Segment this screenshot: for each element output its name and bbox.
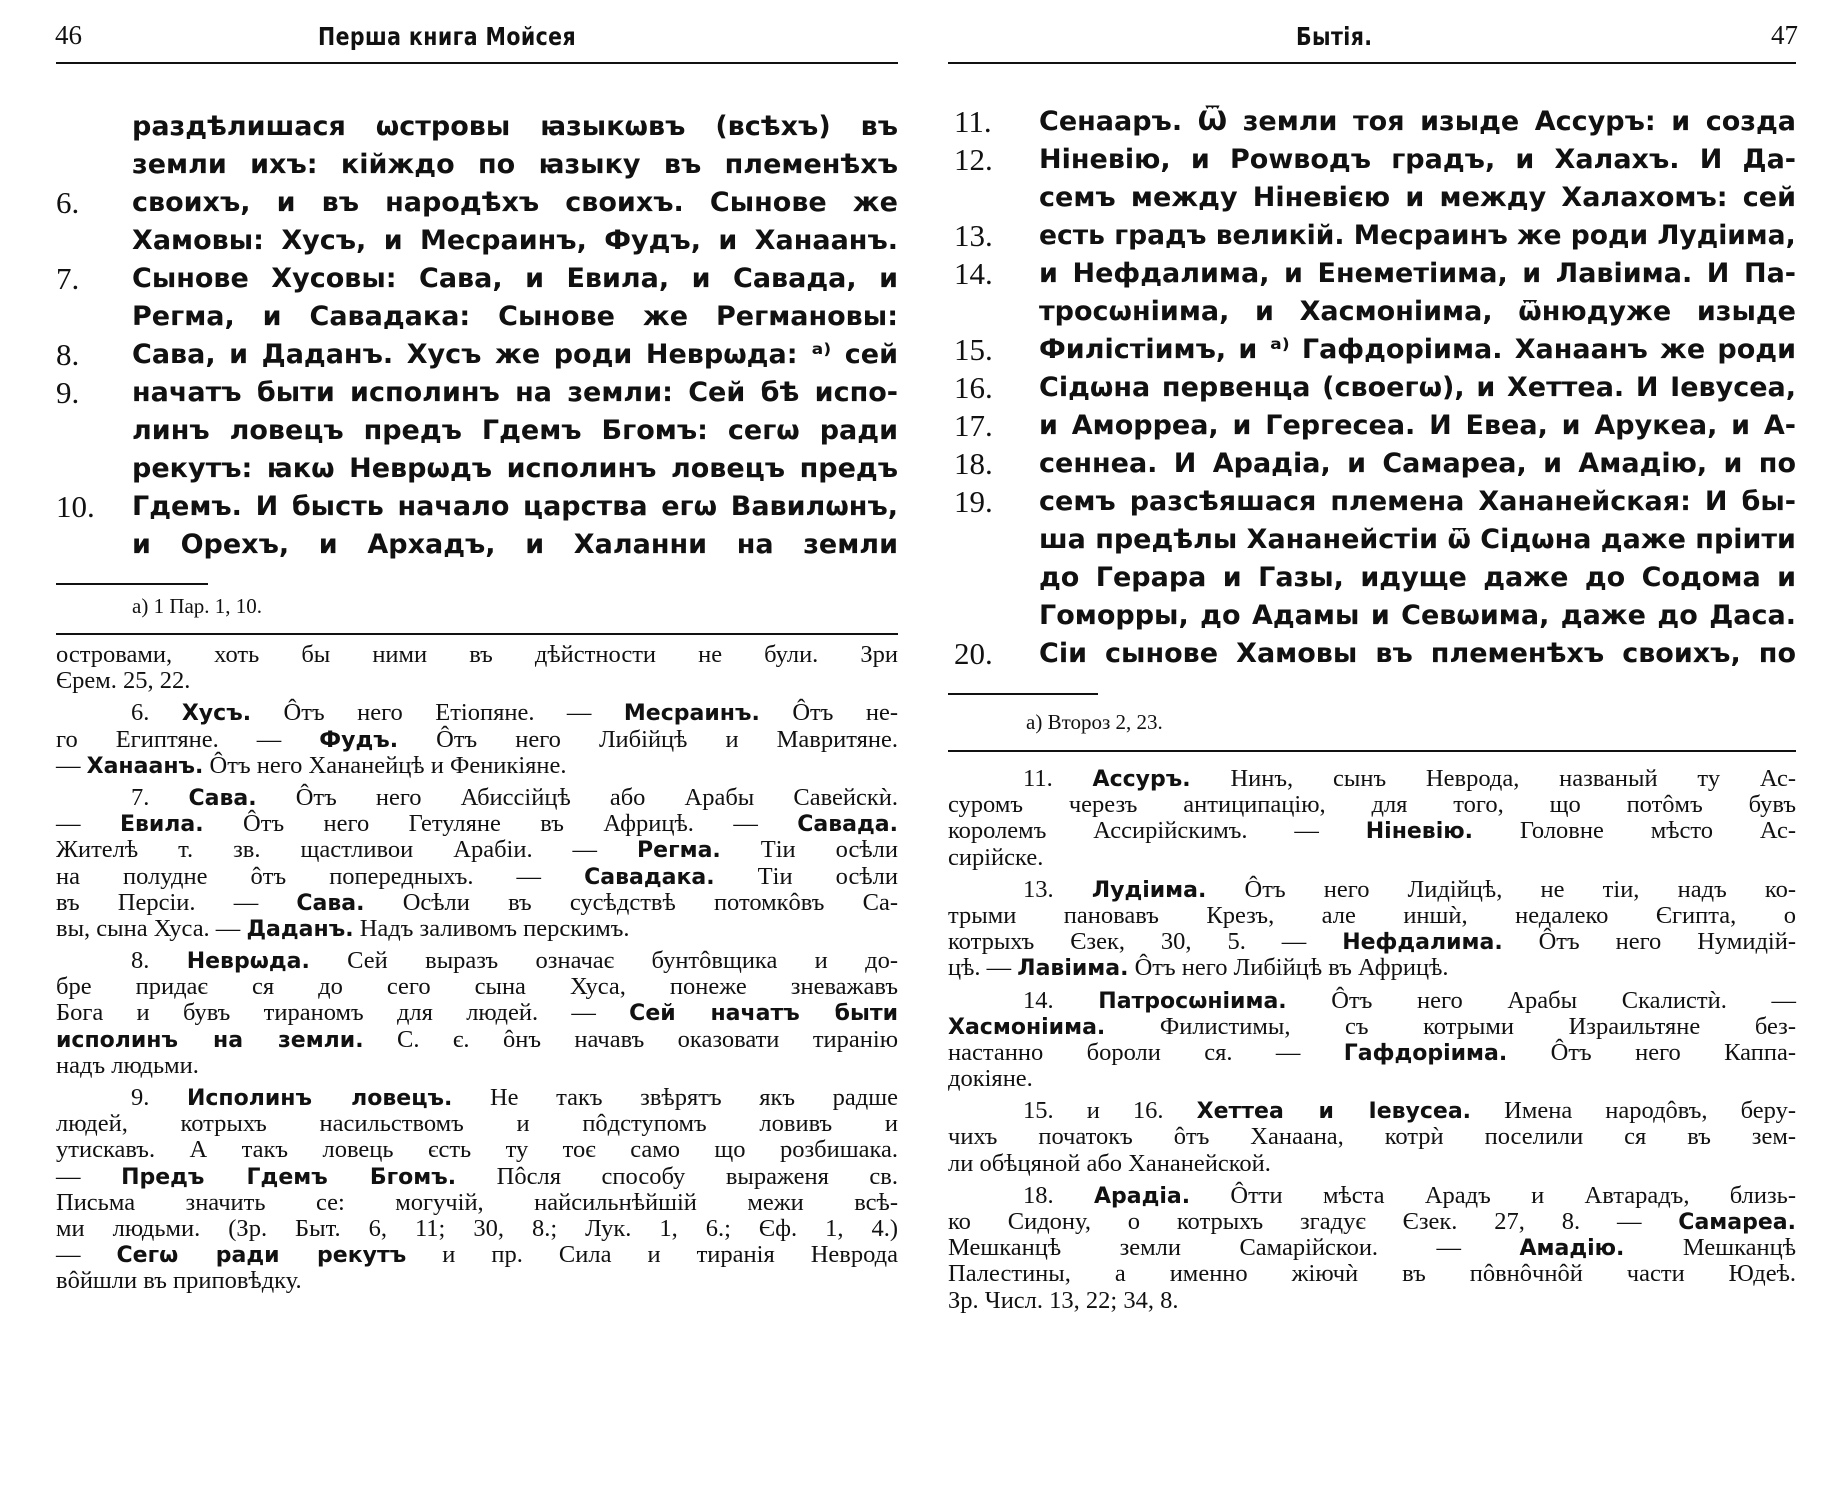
verse-number: 15.: [954, 332, 993, 367]
header-rule: [948, 62, 1796, 64]
commentary-text: котрыхъ Єзек, 30, 5. —: [948, 928, 1343, 956]
verse-number: 8.: [56, 337, 80, 372]
verse-line: [954, 445, 1796, 483]
verse-line: [954, 635, 1796, 673]
verse-number: 13.: [954, 218, 993, 253]
commentary-text: въ Персіи. —: [56, 888, 297, 916]
headword: Арадіа.: [1093, 1183, 1191, 1209]
commentary-line: [948, 1124, 1796, 1150]
headword: Ханаанъ.: [86, 753, 204, 779]
headword: Савада.: [797, 812, 898, 838]
verse-line: [954, 521, 1796, 559]
commentary-line: [56, 916, 898, 942]
commentary-line: [948, 1261, 1796, 1287]
verse-text: Сіи сынове Хамовы въ племенѣхъ своихъ, по: [1039, 638, 1796, 669]
commentary-rule: [56, 633, 898, 635]
verse-line: [56, 488, 898, 526]
verse-line: [954, 103, 1796, 141]
commentary-paragraph: [948, 1183, 1796, 1314]
verse-text: Сава, и Даданъ. Хусъ же роди Неврѡда: ᵃ⁾ сей: [132, 339, 898, 370]
commentary-line: [948, 929, 1796, 955]
commentary-text: Мешканцѣ: [1624, 1234, 1796, 1262]
verse-line: [56, 298, 898, 336]
commentary-text: Ôтъ него Каппа-: [1507, 1038, 1796, 1066]
commentary-paragraph: [948, 988, 1796, 1093]
commentary-text: Жителѣ т. зв. щастливои Арабіи. —: [56, 836, 638, 864]
commentary-line: [56, 811, 898, 837]
commentary-line: [56, 642, 898, 668]
headword: Гафдоріима.: [1343, 1040, 1508, 1066]
verse-text: земли ихъ: кійждо по ꙗзыку въ племенѣхъ: [132, 149, 898, 180]
verse-text: Регма, и Савадака: Сынове же Регмановы:: [132, 301, 898, 332]
headword: Хусъ.: [181, 701, 252, 727]
running-title: Перша книга Мойсея: [318, 22, 577, 51]
verse-text: ша предѣлы Хананейстіи ѿ Сідѡна даже пріити: [1039, 524, 1796, 555]
commentary-text: Надъ заливомъ перскимъ.: [353, 914, 630, 942]
commentary-text: сирійске.: [948, 843, 1044, 871]
commentary-line: [948, 1014, 1796, 1040]
commentary-paragraph: [948, 877, 1796, 982]
commentary-text: настанно бороли ся. —: [948, 1038, 1344, 1066]
commentary-text: докіяне.: [948, 1065, 1033, 1093]
commentary-text: надъ людьми.: [56, 1051, 199, 1079]
verse-text: раздѣлишася ѡстровы ꙗзыкѡвъ (всѣхъ) въ: [132, 111, 898, 142]
headword: исполинъ на земли.: [56, 1027, 364, 1053]
commentary-text: Письма значить се: могучій, найсильнѣйшій межи всѣ-: [56, 1188, 898, 1216]
commentary-text: цѣ. —: [948, 954, 1018, 982]
verse-line: [56, 108, 898, 146]
commentary-paragraph: [56, 948, 898, 1079]
commentary-line: [948, 1040, 1796, 1066]
commentary-line: [56, 864, 898, 890]
commentary-text: Ôтъ него Гетуляне въ Африцѣ. —: [203, 810, 798, 838]
commentary-paragraph: [948, 1098, 1796, 1177]
verse-text: и Нефдалима, и Енеметіима, и Лавіима. И Па-: [1039, 258, 1796, 289]
commentary-paragraph: [56, 1085, 898, 1295]
verse-number: 9.: [56, 375, 80, 410]
commentary-line: [56, 1027, 898, 1053]
verse-text: семъ между Ніневією и между Халахомъ: сей: [1039, 182, 1796, 213]
headword: Исполинъ ловецъ.: [186, 1086, 453, 1111]
commentary-text: 14.: [1023, 986, 1099, 1014]
commentary-line: [56, 1085, 898, 1111]
verse-number: 17.: [954, 408, 993, 443]
commentary: [948, 766, 1796, 1320]
headword: Даданъ.: [246, 916, 354, 942]
commentary-text: чихъ початокъ ôтъ Ханаана, котрѝ поселили ся въ зем-: [948, 1123, 1796, 1151]
verse-text: и Орехъ, и Архадъ, и Халанни на земли: [132, 529, 898, 560]
verse-number: 20.: [954, 636, 993, 671]
headword: Ассуръ.: [1092, 767, 1191, 792]
verse-line: [954, 331, 1796, 369]
commentary-text: Мешканцѣ земли Самарійскои. —: [948, 1234, 1520, 1262]
commentary-text: Осѣли въ сусѣдствѣ потомкôвъ Са-: [364, 888, 898, 916]
commentary-text: Єрем. 25, 22.: [56, 667, 191, 695]
headword: Сегѡ ради рекутъ: [116, 1243, 407, 1269]
commentary-text: 11.: [1023, 765, 1093, 792]
commentary-text: островами, хоть бы ними въ дѣйстности не були. Зри: [56, 641, 898, 668]
commentary-text: 18.: [1023, 1181, 1094, 1209]
commentary-text: ми людьми. (Зр. Быт. 6, 11; 30, 8.; Лук. 1, 6.; Єф. 1, 4.): [56, 1214, 898, 1242]
commentary-paragraph: [948, 766, 1796, 871]
verse-line: [954, 217, 1796, 255]
headword: Фудъ.: [319, 727, 399, 753]
commentary-line: [948, 1235, 1796, 1261]
commentary-text: бре придає ся до сего сына Хуса, понеже зневажавъ: [56, 973, 898, 1001]
commentary-text: Ôтти мѣста Арадъ и Автарадъ, близь-: [1190, 1181, 1796, 1209]
verse-text: сеннеа. И Арадіа, и Самареа, и Амадію, и по: [1039, 448, 1796, 479]
commentary-line: [948, 955, 1796, 981]
commentary-text: Палестины, а именно жіючѝ въ пôвнôчнôй части Юдеѣ.: [948, 1260, 1796, 1288]
commentary-text: 15. и 16.: [1023, 1097, 1197, 1125]
commentary-text: людей, котрыхъ насильствомъ и пôдступомъ ловивъ и: [56, 1110, 898, 1138]
commentary-text: 13.: [1023, 875, 1092, 903]
commentary-paragraph: [56, 642, 898, 694]
commentary-text: Головне мѣсто Ас-: [1473, 817, 1796, 845]
commentary-text: Пôсля способу выраженя св.: [456, 1162, 898, 1190]
headword: Евила.: [119, 812, 204, 838]
verse-line: [954, 179, 1796, 217]
commentary-text: Зр. Числ. 13, 22; 34, 8.: [948, 1286, 1179, 1314]
verse-number: 7.: [56, 261, 80, 296]
commentary-text: трыми пановавъ Крезъ, але иншѝ, недалеко Єгипта, о: [948, 901, 1796, 929]
verse-number: 16.: [954, 370, 993, 405]
commentary-text: вôйшли въ приповѣдку.: [56, 1267, 302, 1295]
commentary-rule: [948, 750, 1796, 752]
verse-text: Ніневію, и Роwводъ градъ, и Халахъ. И Да-: [1039, 144, 1796, 175]
headword: Савадака.: [584, 864, 715, 890]
commentary-line: [56, 1053, 898, 1079]
commentary-line: [948, 903, 1796, 929]
verse-line: [954, 483, 1796, 521]
commentary-line: [56, 948, 898, 974]
verse-text: тросѡніима, и Хасмоніима, ѿнюдуже изыде: [1039, 296, 1796, 327]
verse-text: линъ ловецъ предъ Гдемъ Бгомъ: сегѡ ради: [132, 415, 898, 446]
commentary-text: суромъ черезъ антиципацію, для того, що потôмъ бувъ: [948, 791, 1796, 819]
commentary-text: 6.: [131, 699, 182, 727]
right-page: [916, 0, 1832, 1500]
commentary-text: —: [56, 1241, 117, 1269]
commentary-line: [948, 818, 1796, 844]
header-rule: [56, 62, 898, 64]
headword: Неврѡда.: [186, 949, 310, 975]
verse-number: 19.: [954, 484, 993, 519]
commentary-text: Ôтъ него Абиссійцѣ або Арабы Савейскѝ.: [256, 783, 899, 811]
commentary-line: [56, 727, 898, 753]
commentary-text: Ôтъ него Хананейцѣ и Феникіяне.: [203, 751, 567, 779]
verse-text: Сынове Хусовы: Сава, и Евила, и Савада, и: [132, 263, 898, 294]
commentary-line: [948, 1288, 1796, 1314]
page-number: 46: [55, 20, 82, 50]
verse-line: [56, 222, 898, 260]
verse-number: 10.: [56, 489, 95, 524]
verse-line: [56, 412, 898, 450]
verse-block: [954, 103, 1796, 673]
verse-line: [56, 184, 898, 222]
commentary-line: [948, 1151, 1796, 1177]
verse-text: семъ разсѣяшася племена Хананейская: И бы-: [1039, 486, 1796, 517]
verse-text: Гоморры, до Адамы и Севѡима, даже до Даса.: [1039, 600, 1796, 631]
commentary-line: [948, 877, 1796, 903]
commentary-text: —: [56, 810, 120, 838]
verse-text: до Герара и Газы, идуще даже до Содома и: [1039, 562, 1796, 593]
commentary-line: [56, 700, 898, 726]
commentary-text: Бога и бувъ тираномъ для людей. —: [56, 999, 630, 1027]
verse-line: [954, 559, 1796, 597]
headword: Ніневію.: [1365, 819, 1474, 845]
commentary-line: [56, 1268, 898, 1294]
headword: Самареа.: [1678, 1210, 1796, 1235]
headword: Лавіима.: [1017, 956, 1129, 982]
commentary-text: Нинъ, сынъ Неврода, названый ту Ас-: [1190, 765, 1797, 792]
commentary-line: [56, 890, 898, 916]
verse-line: [56, 260, 898, 298]
footnote: а) Второз 2, 23.: [1026, 710, 1163, 734]
verse-number: 14.: [954, 256, 993, 291]
verse-line: [56, 450, 898, 488]
verse-line: [954, 407, 1796, 445]
headword: Хасмоніима.: [948, 1014, 1106, 1040]
verse-block: [56, 108, 898, 564]
headword: Хеттеа и Іевусеа.: [1196, 1099, 1472, 1125]
running-title: Бытія.: [1296, 22, 1373, 51]
commentary-line: [948, 1066, 1796, 1092]
verse-text: своихъ, и въ народѣхъ своихъ. Сынове же: [132, 187, 898, 218]
commentary-text: и пр. Сила и тиранія Неврода: [406, 1241, 898, 1269]
verse-text: Хамовы: Хусъ, и Месраинъ, Фудъ, и Ханаанъ.: [132, 225, 898, 256]
commentary-text: Имена народôвъ, беру-: [1471, 1097, 1797, 1125]
commentary-text: Не такъ звѣрятъ якъ радше: [452, 1084, 898, 1111]
commentary-line: [948, 792, 1796, 818]
commentary-line: [56, 1111, 898, 1137]
commentary-line: [56, 1242, 898, 1268]
footnote-rule: [56, 583, 208, 585]
verse-line: [954, 369, 1796, 407]
commentary-text: ли обѣцяной або Хананейской.: [948, 1149, 1271, 1177]
verse-line: [56, 336, 898, 374]
verse-number: 12.: [954, 142, 993, 177]
commentary-line: [56, 1000, 898, 1026]
page-number: 47: [1771, 20, 1798, 50]
verse-line: [56, 146, 898, 184]
commentary-text: 9.: [131, 1084, 187, 1111]
commentary-line: [56, 837, 898, 863]
verse-line: [954, 597, 1796, 635]
headword: Сава.: [296, 890, 365, 916]
headword: Сей начатъ быти: [629, 1001, 899, 1027]
commentary-line: [56, 753, 898, 779]
commentary-text: Тіи осѣли: [714, 862, 898, 890]
commentary-text: королемъ Ассирійскимъ. —: [948, 817, 1366, 845]
commentary-paragraph: [56, 785, 898, 942]
commentary-text: Сей выразъ означає бунтôвщика и до-: [309, 947, 899, 975]
verse-number: 6.: [56, 185, 80, 220]
commentary-text: ко Сидону, о котрыхъ згадує Єзек. 27, 8. —: [948, 1208, 1679, 1235]
verse-text: и Аморреа, и Гергесеа. И Евеа, и Арукеа, и А-: [1039, 410, 1796, 441]
commentary-text: 8.: [131, 947, 187, 975]
verse-number: 11.: [954, 104, 992, 139]
verse-text: рекутъ: ꙗкѡ Неврѡдъ исполинъ ловецъ предъ: [132, 453, 898, 484]
headword: Амадію.: [1519, 1236, 1625, 1262]
headword: Регма.: [637, 838, 721, 864]
verse-line: [954, 293, 1796, 331]
commentary-text: Ôтъ него Етіопяне. —: [251, 699, 624, 727]
verse-line: [954, 141, 1796, 179]
verse-text: Сенааръ. Ѿ земли тоя изыде Ассуръ: и созда: [1039, 106, 1796, 137]
verse-text: начатъ быти исполинъ на земли: Сей бѣ испо-: [132, 377, 898, 408]
commentary-line: [56, 1216, 898, 1242]
commentary-line: [948, 1098, 1796, 1124]
verse-text: Сідѡна первенца (своегѡ), и Хеттеа. И Іевусеа,: [1039, 372, 1796, 403]
commentary-line: [948, 988, 1796, 1014]
commentary-text: Тіи осѣли: [720, 836, 898, 864]
commentary-text: Ôтъ него Либійцѣ и Мавритяне.: [398, 725, 898, 753]
commentary-text: Филистимы, съ котрыми Израильтяне без-: [1105, 1012, 1796, 1040]
commentary-line: [56, 1190, 898, 1216]
commentary-text: вы, сына Хуса. —: [56, 914, 247, 942]
commentary-text: го Египтяне. —: [56, 725, 320, 753]
commentary-text: 7.: [131, 783, 189, 811]
verse-line: [954, 255, 1796, 293]
headword: Сава.: [188, 785, 257, 811]
commentary-line: [56, 785, 898, 811]
verse-line: [56, 374, 898, 412]
commentary-text: на полудне ôтъ попередныхъ. —: [56, 862, 585, 890]
headword: Нефдалима.: [1342, 930, 1503, 956]
commentary-text: Ôтъ не-: [759, 699, 898, 727]
commentary-text: —: [56, 751, 87, 779]
commentary-text: Ôтъ него Лидійцѣ, не тіи, надъ ко-: [1206, 875, 1797, 903]
commentary: [56, 642, 898, 1301]
commentary-text: С. є. ôнъ начавъ оказовати тиранію: [363, 1025, 899, 1053]
commentary-line: [948, 1183, 1796, 1209]
verse-text: Филістіимъ, и ᵃ⁾ Гафдоріима. Ханаанъ же роди: [1039, 334, 1796, 365]
verse-number: 18.: [954, 446, 993, 481]
headword: Месраинъ.: [623, 701, 760, 727]
verse-line: [56, 526, 898, 564]
footnote: а) 1 Пар. 1, 10.: [132, 594, 263, 618]
commentary-text: утискавъ. А такъ ловець єсть ту тоє само що розбишака.: [56, 1136, 898, 1164]
headword: Патросѡніима.: [1098, 988, 1287, 1014]
commentary-line: [56, 1164, 898, 1190]
verse-text: Гдемъ. И бысть начало царства егѡ Вавилѡнъ,: [132, 491, 898, 522]
commentary-text: Ôтъ него Либійцѣ въ Африцѣ.: [1128, 954, 1449, 982]
commentary-text: Ôтъ него Арабы Скалистѝ. —: [1286, 986, 1797, 1014]
commentary-line: [56, 668, 898, 694]
headword: Лудіима.: [1091, 877, 1207, 903]
commentary-paragraph: [56, 700, 898, 779]
commentary-text: Ôтъ него Нумидій-: [1502, 928, 1796, 956]
commentary-line: [56, 1137, 898, 1163]
footnote-rule: [948, 693, 1098, 695]
verse-text: есть градъ великій. Месраинъ же роди Лудіима,: [1039, 220, 1796, 251]
commentary-line: [948, 766, 1796, 792]
commentary-line: [948, 1209, 1796, 1235]
headword: Предъ Гдемъ Бгомъ.: [121, 1164, 457, 1190]
commentary-line: [948, 845, 1796, 871]
commentary-line: [56, 974, 898, 1000]
commentary-text: —: [56, 1162, 122, 1190]
